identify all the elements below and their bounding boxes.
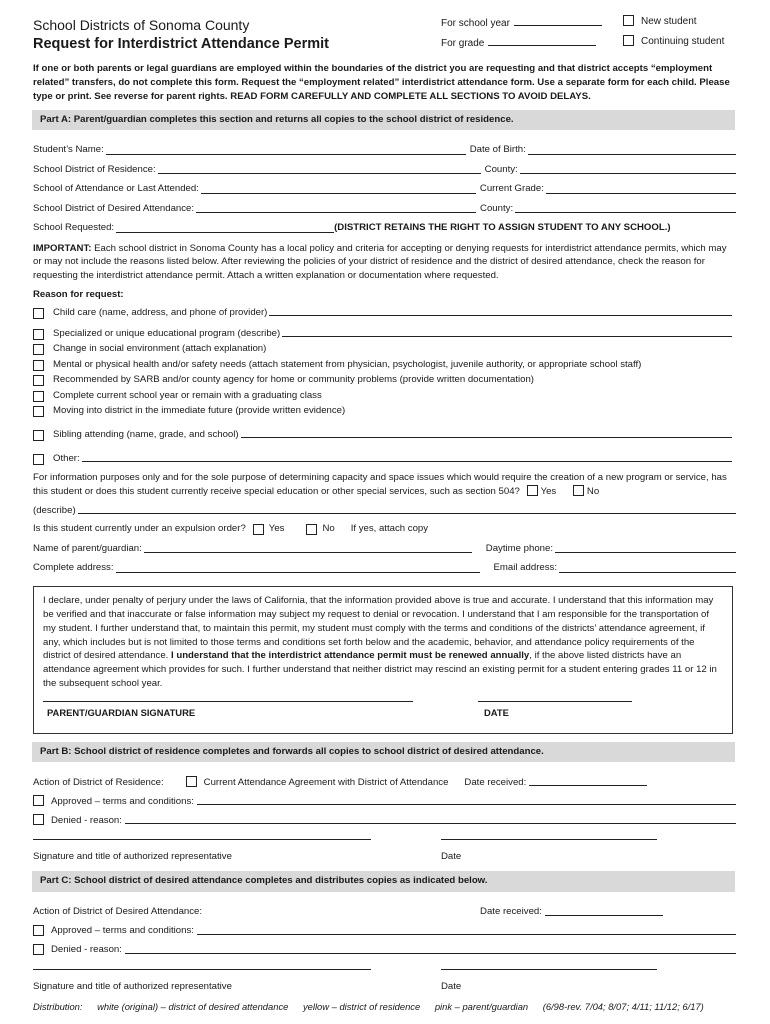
part-b-denied-checkbox[interactable]	[33, 814, 44, 825]
part-c-date-line[interactable]	[441, 969, 657, 970]
district-desired-line[interactable]	[196, 204, 476, 213]
part-b-action-label: Action of District of Residence:	[33, 776, 164, 788]
special-ed-no-label: No	[586, 486, 600, 498]
district-desired-row	[33, 197, 736, 217]
current-agreement-checkbox[interactable]	[186, 776, 197, 787]
part-b-date-line[interactable]	[441, 839, 657, 840]
school-requested-row	[33, 216, 736, 236]
sibling-line[interactable]	[241, 429, 732, 438]
current-grade-label: Current Grade:	[479, 183, 544, 195]
other-label: Other:	[53, 453, 80, 465]
reason-sarb[interactable]	[33, 371, 736, 387]
daytime-phone-label: Daytime phone:	[485, 542, 553, 554]
special-ed-yes-checkbox[interactable]	[527, 485, 538, 496]
reason-social-environment[interactable]	[33, 340, 736, 356]
expulsion-yes-label: Yes	[268, 523, 285, 535]
describe-row	[33, 499, 736, 517]
reason-moving[interactable]	[33, 402, 736, 418]
email-line[interactable]	[559, 564, 736, 573]
important-notice	[33, 242, 736, 283]
reason-sibling[interactable]	[33, 422, 736, 441]
continuing-student-option[interactable]	[623, 35, 724, 48]
expulsion-no-checkbox[interactable]	[306, 524, 317, 535]
important-label: IMPORTANT:	[33, 242, 92, 254]
student-name-label: Student’s Name:	[33, 144, 104, 156]
describe-line[interactable]	[78, 505, 736, 514]
county-desired-line[interactable]	[515, 204, 736, 213]
district-desired-label: School District of Desired Attendance:	[33, 202, 195, 214]
daytime-phone-line[interactable]	[555, 544, 736, 553]
revision-note: (6/98-rev. 7/04; 8/07; 4/11; 11/12; 6/17)	[542, 1000, 704, 1012]
part-b-approved-row	[33, 789, 736, 808]
part-c-date-received-label: Date received:	[480, 906, 542, 918]
school-attendance-line[interactable]	[201, 185, 476, 194]
moving-checkbox[interactable]	[33, 406, 44, 417]
part-c-date-received-line[interactable]	[545, 907, 663, 916]
declaration-text	[43, 594, 723, 691]
other-checkbox[interactable]	[33, 454, 44, 465]
part-c-date-label: Date	[441, 980, 462, 992]
school-year-line[interactable]	[514, 17, 602, 26]
social-environment-label: Change in social environment (attach explanation)	[53, 343, 267, 355]
district-retains-note: (DISTRICT RETAINS THE RIGHT TO ASSIGN STUDENT TO ANY SCHOOL.)	[334, 222, 671, 234]
part-c-action-row	[33, 900, 736, 919]
form-header	[33, 14, 736, 58]
part-b-approved-line[interactable]	[197, 796, 736, 805]
distribution-pink: pink – parent/guardian	[434, 1000, 529, 1012]
district-residence-row	[33, 158, 736, 178]
part-b-signature-block	[33, 831, 736, 869]
distribution-line	[33, 1001, 736, 1013]
grade-field[interactable]	[441, 37, 596, 50]
specialized-program-line[interactable]	[282, 328, 732, 337]
dob-line[interactable]	[528, 146, 736, 155]
parent-signature-line[interactable]	[43, 701, 413, 702]
part-c-signature-block	[33, 961, 736, 999]
grade-line[interactable]	[488, 37, 596, 46]
special-ed-no-checkbox[interactable]	[573, 485, 584, 496]
part-c-approved-label: Approved – terms and conditions:	[51, 925, 194, 937]
part-b-date-label: Date	[441, 851, 462, 863]
new-student-option[interactable]	[623, 15, 697, 28]
reason-child-care[interactable]	[33, 304, 736, 320]
county-residence-label: County:	[484, 163, 518, 175]
student-name-row	[33, 138, 736, 158]
part-c-approved-line[interactable]	[197, 926, 736, 935]
part-b-denied-line[interactable]	[125, 815, 736, 824]
dob-label: Date of Birth:	[469, 144, 526, 156]
social-environment-checkbox[interactable]	[33, 344, 44, 355]
student-name-line[interactable]	[106, 146, 466, 155]
other-line[interactable]	[82, 453, 732, 462]
moving-label: Moving into district in the immediate future (provide written evidence)	[53, 405, 346, 417]
sibling-label: Sibling attending (name, grade, and school)	[53, 429, 239, 441]
child-care-checkbox[interactable]	[33, 308, 44, 319]
part-b-date-received-label: Date received:	[464, 776, 527, 788]
school-requested-line[interactable]	[116, 224, 334, 233]
email-label: Email address:	[493, 562, 557, 574]
part-c-approved-checkbox[interactable]	[33, 925, 44, 936]
declaration-text-2: , if the above listed districts have an attendance agreement which provides for such. I further understand that neither district may rescind an existing permit for a student entering grades 11 or 12 in the subsequent school year.	[43, 650, 717, 690]
reason-health-safety[interactable]	[33, 355, 736, 371]
expulsion-yes-checkbox[interactable]	[253, 524, 264, 535]
parent-name-label: Name of parent/guardian:	[33, 542, 142, 554]
part-c-signature-label: Signature and title of authorized representative	[33, 980, 232, 992]
district-residence-line[interactable]	[158, 165, 481, 174]
part-b-denied-label: Denied - reason:	[51, 814, 122, 826]
specialized-program-checkbox[interactable]	[33, 329, 44, 340]
expulsion-no-label: No	[322, 523, 335, 535]
school-year-label: For school year	[441, 18, 510, 29]
new-student-label: New student	[641, 16, 697, 27]
parent-date-line[interactable]	[478, 701, 632, 702]
declaration-renewal-bold: I understand that the interdistrict attendance permit must be renewed annually	[171, 650, 530, 662]
part-b-signature-line[interactable]	[33, 839, 371, 840]
part-c-action-label: Action of District of Desired Attendance:	[33, 906, 203, 918]
reason-complete-year[interactable]	[33, 386, 736, 402]
sibling-checkbox[interactable]	[33, 430, 44, 441]
grade-label: For grade	[441, 38, 485, 49]
parent-name-row	[33, 537, 736, 557]
reason-specialized-program[interactable]	[33, 324, 736, 340]
special-ed-yes-label: Yes	[540, 486, 557, 498]
expulsion-label: Is this student currently under an expulsion order?	[33, 523, 246, 535]
county-desired-label: County:	[480, 202, 514, 214]
part-b-action-row	[33, 770, 736, 789]
school-attendance-label: School of Attendance or Last Attended:	[33, 183, 199, 195]
distribution-white: white (original) – district of desired attendance	[97, 1000, 289, 1012]
special-ed-question	[33, 471, 736, 499]
part-c-denied-row	[33, 938, 736, 957]
continuing-student-label: Continuing student	[641, 36, 725, 47]
special-ed-text: For information purposes only and for the sole purpose of determining capacity and space issues which would require the creation of a new program or service, has this student or does this student currently receive special education or other special services, such as section 504?	[33, 472, 727, 498]
school-year-field[interactable]	[441, 17, 602, 30]
address-row	[33, 556, 736, 576]
part-c-approved-row	[33, 919, 736, 938]
important-text: Each school district in Sonoma County has a local policy and criteria for accepting or denying requests for interdistrict attendance permits, which may or may not include the reasons listed below. After reviewing the policies of your district of residence and the district of desired attendance, check the reason for requesting the interdistrict attendance permit. Attach a written explanation or documentation where requested.	[33, 242, 727, 281]
continuing-student-checkbox[interactable]	[623, 35, 634, 46]
health-safety-label: Mental or physical health and/or safety needs (attach statement from physician, psychologist, juvenile authority, or appropriate school staff)	[53, 358, 642, 370]
part-b-date-received-line[interactable]	[529, 777, 647, 786]
organization-name: School Districts of Sonoma County	[33, 17, 250, 33]
part-c-denied-label: Denied - reason:	[51, 944, 122, 956]
part-c-denied-line[interactable]	[125, 945, 736, 954]
district-residence-label: School District of Residence:	[33, 163, 156, 175]
sarb-checkbox[interactable]	[33, 375, 44, 386]
current-grade-line[interactable]	[546, 185, 736, 194]
specialized-program-label: Specialized or unique educational program (describe)	[53, 327, 281, 339]
address-line[interactable]	[116, 564, 480, 573]
complete-year-label: Complete current school year or remain with a graduating class	[53, 389, 322, 401]
expulsion-attach-note: If yes, attach copy	[350, 523, 429, 535]
part-b-denied-row	[33, 808, 736, 827]
current-agreement-label: Current Attendance Agreement with District of Attendance	[203, 776, 449, 788]
child-care-label: Child care (name, address, and phone of provider)	[53, 307, 268, 319]
form-title: Request for Interdistrict Attendance Permit	[33, 36, 329, 52]
part-c-signature-line[interactable]	[33, 969, 371, 970]
expulsion-row	[33, 517, 736, 537]
declaration-text-1: I declare, under penalty of perjury under the laws of California, that the information provided above is true and accurate. I understand that this information may be verified and that inaccurate or false information may subject my request to denial or revocation. I understand that I am responsible for the transportation of my student. I further understand that, to maintain this permit, my student must comply with the terms and conditions of the districts’ attendance agreement, if any, which includes but is not limited to those terms and conditions set forth below and the academic, behavior, and attendance policy requirements of the district of desired attendance.	[43, 594, 714, 662]
distribution-label: Distribution:	[33, 1000, 83, 1012]
county-residence-line[interactable]	[520, 165, 736, 174]
part-b-heading: Part B: School district of residence completes and forwards all copies to school district of desired attendance.	[32, 742, 735, 762]
child-care-line[interactable]	[269, 307, 732, 316]
reason-heading: Reason for request:	[33, 288, 124, 300]
address-label: Complete address:	[33, 562, 114, 574]
sarb-label: Recommended by SARB and/or county agency for home or community problems (provide written documentation)	[53, 374, 534, 386]
distribution-yellow: yellow – district of residence	[302, 1000, 421, 1012]
part-c-heading: Part C: School district of desired attendance completes and distributes copies as indicated below.	[32, 871, 735, 891]
intro-instructions: If one or both parents or legal guardians are employed within the boundaries of the district you are requesting and that district accepts “employment related” transfers, do not complete this form. Request the “employment related” interdistrict attendance form. Use a separate form for each child. Please type or print. See reverse for parent rights. READ FORM CAREFULLY AND COMPLETE ALL SECTIONS TO AVOID DELAYS.	[33, 63, 730, 102]
parent-name-line[interactable]	[144, 544, 472, 553]
school-attendance-row	[33, 177, 736, 197]
health-safety-checkbox[interactable]	[33, 360, 44, 371]
describe-label: (describe)	[33, 504, 76, 516]
new-student-checkbox[interactable]	[623, 15, 634, 26]
part-b-signature-label: Signature and title of authorized representative	[33, 851, 232, 863]
part-b-approved-label: Approved – terms and conditions:	[51, 795, 194, 807]
declaration-box	[33, 586, 733, 734]
part-b-approved-checkbox[interactable]	[33, 795, 44, 806]
complete-year-checkbox[interactable]	[33, 391, 44, 402]
part-c-denied-checkbox[interactable]	[33, 944, 44, 955]
part-a-heading: Part A: Parent/guardian completes this section and returns all copies to the school district of residence.	[32, 110, 735, 130]
parent-signature-label: PARENT/GUARDIAN SIGNATURE	[47, 706, 196, 718]
school-requested-label: School Requested:	[33, 222, 115, 234]
parent-date-label: DATE	[484, 706, 509, 718]
reason-other[interactable]	[33, 446, 736, 465]
